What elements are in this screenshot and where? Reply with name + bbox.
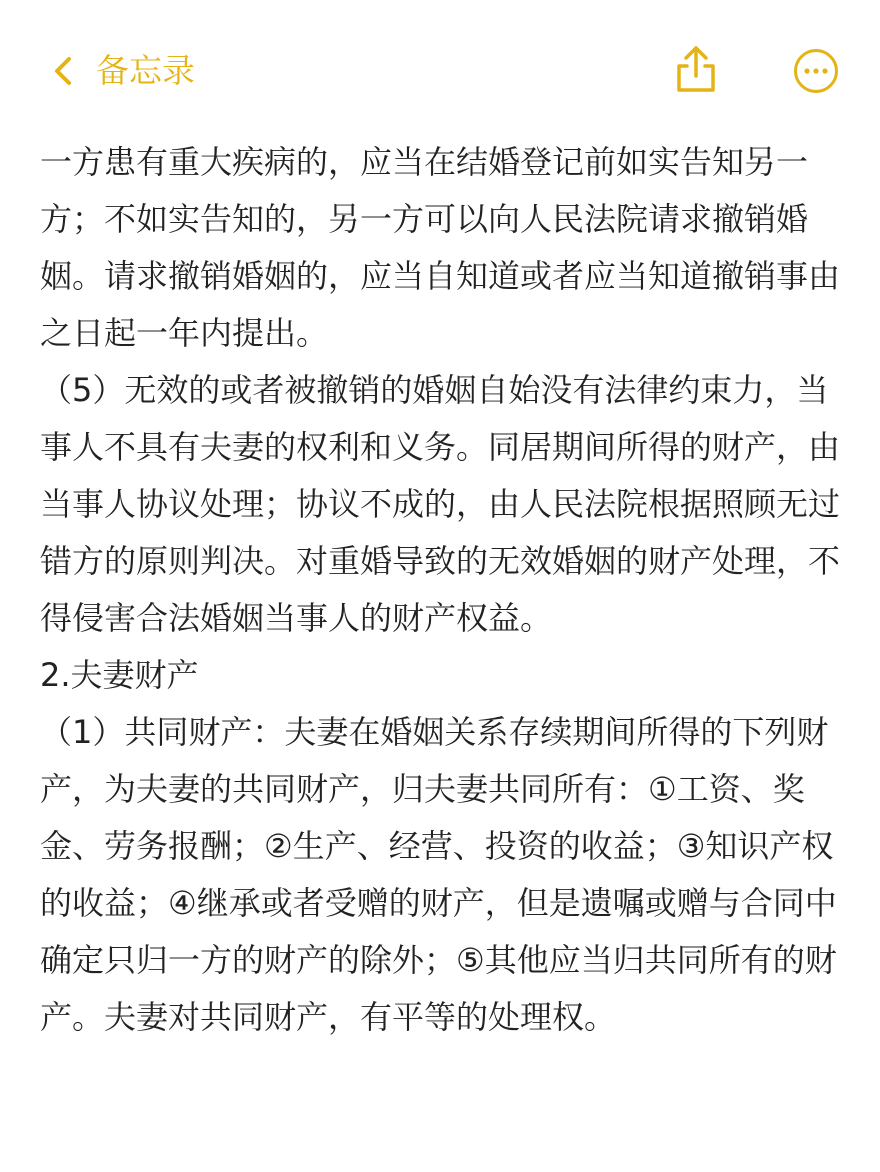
note-line: （5）无效的或者被撤销的婚姻自始没有法律约束力，当 — [40, 371, 829, 409]
note-line: 当事人协议处理；协议不成的，由人民法院根据照顾无过 — [40, 485, 841, 523]
back-label: 备忘录 — [96, 51, 195, 90]
note-line: 得侵害合法婚姻当事人的财产权益。 — [40, 599, 553, 637]
note-line: 方；不如实告知的，另一方可以向人民法院请求撤销婚 — [40, 200, 809, 238]
note-line: 姻。请求撤销婚姻的，应当自知道或者应当知道撤销事由 — [40, 257, 841, 295]
note-line: （1）共同财产：夫妻在婚姻关系存续期间所得的下列财 — [40, 713, 829, 751]
navigation-bar — [0, 0, 880, 140]
section-heading: 2.夫妻财产 — [40, 656, 199, 694]
note-line: 产。夫妻对共同财产，有平等的处理权。 — [40, 998, 617, 1036]
share-icon — [672, 44, 720, 96]
more-button[interactable] — [793, 48, 839, 94]
note-line: 确定只归一方的财产的除外；⑤其他应当归共同所有的财 — [40, 941, 837, 979]
chevron-left-icon — [50, 56, 76, 86]
note-line: 之日起一年内提出。 — [40, 314, 329, 352]
note-line: 一方患有重大疾病的，应当在结婚登记前如实告知另一 — [40, 143, 809, 181]
more-icon — [793, 48, 839, 94]
note-line: 产，为夫妻的共同财产，归夫妻共同所有：①工资、奖 — [40, 770, 805, 808]
note-line: 错方的原则判决。对重婚导致的无效婚姻的财产处理，不 — [40, 542, 841, 580]
note-body[interactable] — [40, 134, 840, 1046]
note-line: 的收益；④继承或者受赠的财产，但是遗嘱或赠与合同中 — [40, 884, 837, 922]
back-button[interactable] — [50, 45, 195, 97]
share-button[interactable] — [672, 44, 720, 96]
note-line: 事人不具有夫妻的权利和义务。同居期间所得的财产，由 — [40, 428, 841, 466]
note-line: 金、劳务报酬；②生产、经营、投资的收益；③知识产权 — [40, 827, 834, 865]
